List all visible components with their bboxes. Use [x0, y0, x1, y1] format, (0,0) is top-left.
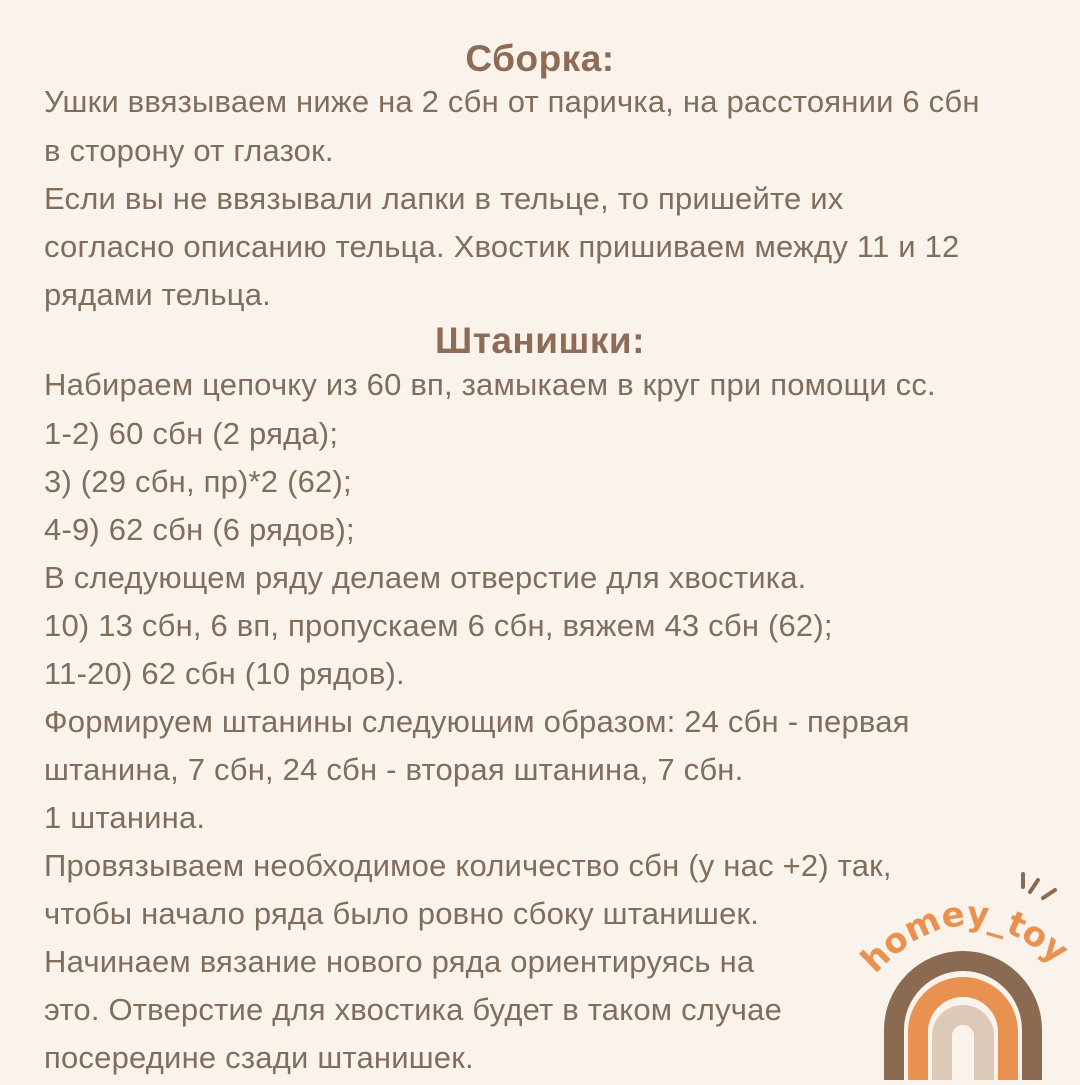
middle-arc — [918, 987, 1008, 1080]
pants-line: чтобы начало ряда было ровно сбоку штанишек. — [44, 896, 760, 931]
pants-line: 3) (29 сбн, пр)*2 (62); — [44, 464, 352, 499]
pants-line: Начинаем вязание нового ряда ориентируясь на — [44, 944, 755, 979]
assembly-line: Если вы не ввязывали лапки в тельце, то пришейте их — [44, 181, 844, 216]
rainbow-logo-icon — [850, 870, 1080, 1080]
pants-line: 11-20) 62 сбн (10 рядов). — [44, 656, 405, 691]
pants-line: В следующем ряду делаем отверстие для хвостика. — [44, 560, 807, 595]
pants-line: это. Отверстие для хвостика будет в таком случае — [44, 992, 783, 1027]
pants-line: Набираем цепочку из 60 вп, замыкаем в круг при помощи сс. — [44, 367, 936, 402]
sparkle-icon — [1023, 874, 1055, 898]
pants-line: 1 штанина. — [44, 800, 206, 835]
pants-line: Провязываем необходимое количество сбн (у нас +2) так, — [44, 848, 892, 883]
inner-arc — [942, 1015, 984, 1080]
assembly-heading: Сборка: — [465, 38, 615, 79]
assembly-line: согласно описанию тельца. Хвостик пришиваем между 11 и 12 — [44, 229, 960, 264]
homey-toy-logo — [850, 870, 1080, 1080]
pants-heading: Штанишки: — [435, 320, 645, 361]
pants-line: штанина, 7 сбн, 24 сбн - вторая штанина, 7 сбн. — [44, 752, 744, 787]
pants-line: 1-2) 60 сбн (2 ряда); — [44, 416, 339, 451]
pants-line: 4-9) 62 сбн (6 рядов); — [44, 512, 355, 547]
pants-line: Формируем штанины следующим образом: 24 сбн - первая — [44, 704, 910, 739]
pants-line: посередине сзади штанишек. — [44, 1040, 474, 1075]
assembly-line: в сторону от глазок. — [44, 133, 334, 168]
logo-text: homey_toy — [853, 893, 1077, 981]
assembly-line: рядами тельца. — [44, 277, 271, 312]
assembly-line: Ушки ввязываем ниже на 2 сбн от паричка, на расстоянии 6 сбн — [44, 84, 980, 119]
pants-line: 10) 13 сбн, 6 вп, пропускаем 6 сбн, вяжем 43 сбн (62); — [44, 608, 833, 643]
